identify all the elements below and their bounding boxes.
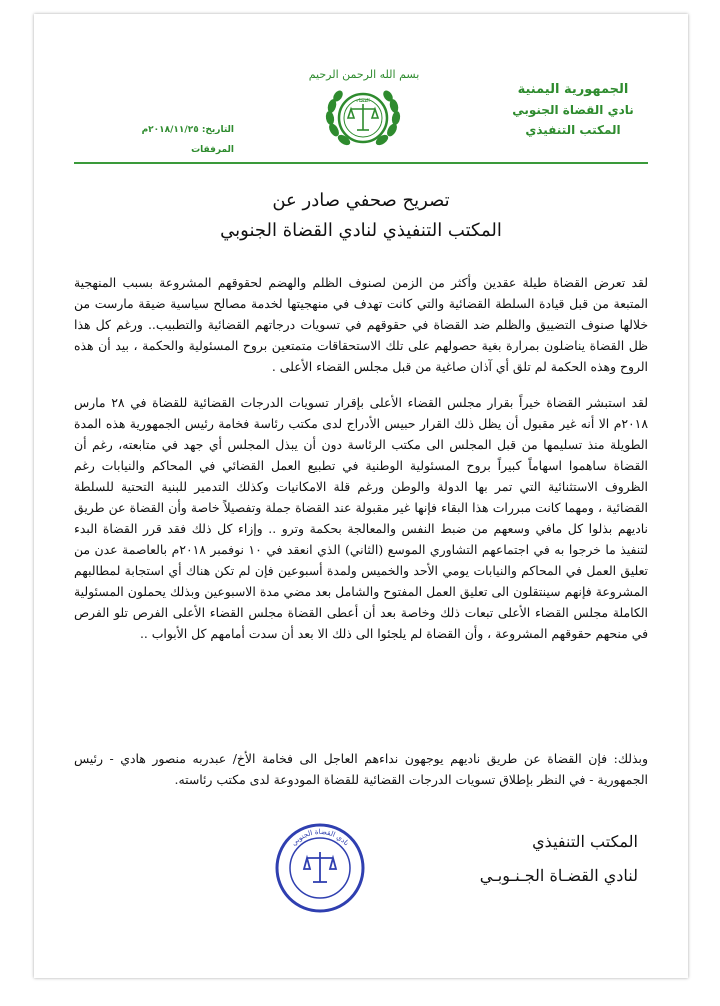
date-label: التاريخ: ٢٠١٨/١١/٢٥م — [141, 125, 234, 135]
header-organization — [508, 80, 638, 140]
document-page — [34, 14, 688, 978]
org-office: المكتب التنفيذي — [525, 123, 621, 137]
basmala: بسم الله الرحمن الرحيم — [308, 68, 420, 81]
statement-title-line1: تصريح صحفي صادر عن — [272, 190, 450, 211]
org-country: الجمهورية اليمنية — [517, 82, 629, 97]
org-club: نادي القضاة الجنوبي — [512, 103, 634, 117]
header-divider — [74, 162, 648, 164]
stamp-caption: نادي القضاة الجنوبي — [289, 827, 351, 848]
signature-line2: لنادي القضـاة الجـنـوبـي — [479, 866, 638, 885]
header-meta — [114, 120, 234, 160]
paragraph-1: لقد تعرض القضاة طيلة عقدين وأكثر من الزمن لصنوف الظلم والهضم لحقوقهم المشروعة بسبب المنهجية المتبعة من قبل قيادة السلطة القضائية والتي كانت تهدف في منهجيتها لخدمة مصالح سياسية ضيقة مارست من خلالها صنوف التضييق والظلم ضد القضاة في حقوقهم في تسويات درجاتهم القضائية والتطبيب.. ورغم كل هذا ظل القضاة يناضلون بمرارة بغية حصولهم على تلك الاستحقاقات متمتعين بروح المسئولية والحكمة ، بيد أن هذه الروح وهذه الحكمة لم تلق أي آذان صاغية من قبل مجلس القضاء الأعلى . — [74, 275, 648, 374]
official-stamp-icon — [274, 822, 366, 914]
paragraph-3: وبذلك: فإن القضاة عن طريق ناديهم يوجهون نداءهم العاجل الى فخامة الأخ/ عبدربه منصور هادي - رئيس الجمهورية - في النظر بإطلاق تسويات الدرجات القضائية للقضاة المودوعة لدى مكتب رئاسته. — [74, 751, 648, 787]
signature-line1: المكتب التنفيذي — [532, 832, 638, 851]
scales-of-justice-emblem-icon — [320, 80, 406, 156]
attachments-label: المرفقات — [191, 145, 234, 155]
paragraph-2: لقد استبشر القضاة خيراً بقرار مجلس القضاء الأعلى بإقرار تسويات الدرجات القضائية للقضاة في ٢٨ مارس ٢٠١٨م الا أنه غير مقبول أن يظل ذلك القرار حبيس الأدراج لدى مكتب رئاسة فخامة رئيس الجمهورية هذه المدة الطويلة منذ تسليمها من قبل المجلس الى مكتب الرئاسة دون أن يبذل المجلس أي جهد في متابعته، رغم أن القضاة ساهموا اسهاماً كبيراً بروح المسئولية الوطنية في تطبيع العمل القضائي في المحاكم والنيابات رغم الظروف الاستثنائية التي تمر بها الدولة والوطن ورغم قلة الامكانيات وكذلك التدمير للبنية التحتية للسلطة القضائية ، ومهما كانت مبررات هذا البقاء فإنها غير مقبولة عند القضاة جملة وتفصيلاً خاصة وأن القضاة عن طريق ناديهم بذلوا كل مافي وسعهم من ضبط النفس والمعالجة بحكمة وترو .. وإزاء كل ذلك فقد قرر القضاة البدء لتنفيذ ما خرجوا به في اجتماعهم التشاوري الموسع (الثاني) الذي انعقد في ١٠ نوفمبر ٢٠١٨م بالعاصمة عدن من تعليق العمل في المحاكم والنيابات يومي الأحد والخميس ولمدة أسبوعين فإن لم تكن هناك أي استجابة لمطالبهم المشروعة فإنهم سينتقلون الى تعليق العمل المفتوح والشامل بعد مضي مدة الاسبوعين وبذلك يحملون المسئولية الكاملة مجلس القضاء الأعلى تبعات ذلك وخاصة بعد أن أعطى القضاة مجلس القضاء الأعلى الفرص تلو الفرص في منحهم حقوقهم المشروعة ، وأن القضاة لم يلجئوا الى ذلك الا بعد أن سدت أمامهم كل الأبواب .. — [74, 395, 648, 641]
statement-title-line2: المكتب التنفيذي لنادي القضاة الجنوبي — [220, 220, 502, 241]
emblem-caption: القضاء — [356, 98, 370, 104]
